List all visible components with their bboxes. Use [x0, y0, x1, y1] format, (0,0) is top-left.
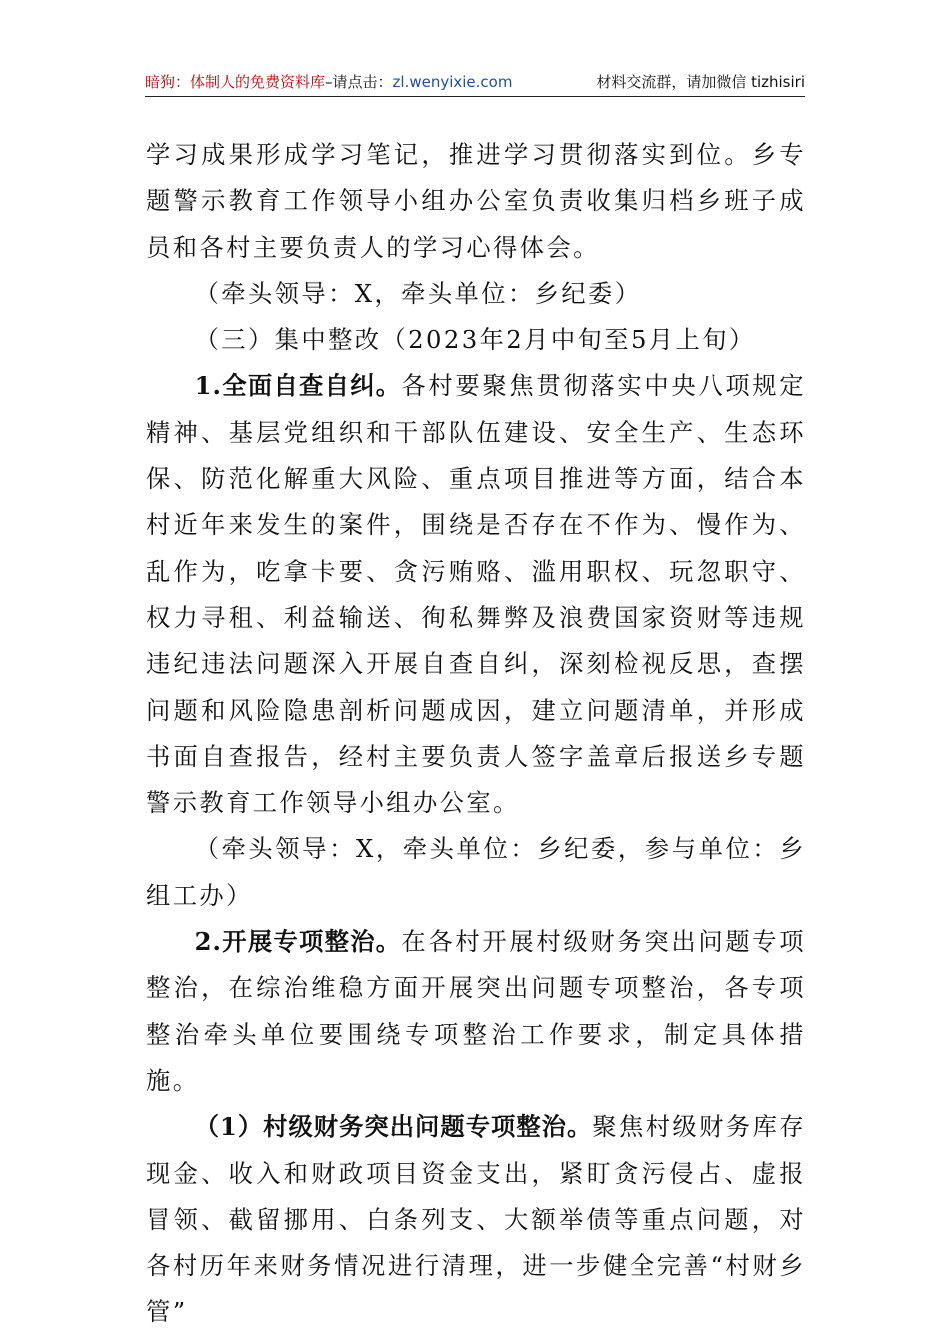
item-title-special-rectification: 2.开展专项整治。 [194, 927, 402, 957]
header-url-link[interactable]: zl.wenyixie.com [392, 73, 513, 91]
page-header [145, 68, 805, 97]
item-body-village-finance: 聚焦村级财务库存现金、收入和财政项目资金支出，紧盯贪污侵占、虚报冒领、截留挪用、白条列支、大额举债等重点问题，对各村历年来财务情况进行清理，进一步健全完善“村财乡管” [146, 1112, 806, 1327]
section-heading-rectification: （三）集中整改（2023年2月中旬至5月上旬） [194, 325, 756, 355]
paragraph-lead-note-2: （牵头领导：X，牵头单位：乡纪委，参与单位：乡组工办） [146, 834, 806, 910]
paragraph-village-finance [146, 1104, 806, 1335]
header-brand[interactable]: 暗狗：体制人的免费资料库 [145, 73, 326, 91]
paragraph-special-rectification [146, 919, 806, 1104]
item-title-village-finance: （1）村级财务突出问题专项整治。 [194, 1112, 593, 1142]
item-body-self-inspection: 各村要聚焦贯彻落实中央八项规定精神、基层党组织和干部队伍建设、安全生产、生态环保、防范化解重大风险、重点项目推进等方面，结合本村近年来发生的案件，围绕是否存在不作为、慢作为、乱作为，吃拿卡要、贪污贿赂、滥用职权、玩忽职守、权力寻租、利益输送、徇私舞弊及浪费国家资财等违规违纪违法问题深入开展自查自纠，深刻检视反思，查摆问题和风险隐患剖析问题成因，建立问题清单，并形成书面自查报告，经村主要负责人签字盖章后报送乡专题警示教育工作领导小组办公室。 [146, 371, 806, 818]
header-prompt: –请点击： [325, 73, 393, 91]
document-body [146, 132, 806, 1336]
header-contact: 材料交流群，请加微信 tizhisiri [596, 73, 805, 91]
paragraph-lead-note-1: （牵头领导：X，牵头单位：乡纪委） [194, 278, 642, 308]
paragraph-self-inspection [146, 363, 806, 826]
item-title-self-inspection: 1.全面自查自纠。 [194, 371, 402, 401]
item-body-special-rectification: 在各村开展村级财务突出问题专项整治，在综治维稳方面开展突出问题专项整治，各专项整治牵头单位要围绕专项整治工作要求，制定具体措施。 [146, 927, 806, 1095]
paragraph-learning-results: 学习成果形成学习笔记，推进学习贯彻落实到位。乡专题警示教育工作领导小组办公室负责收集归档乡班子成员和各村主要负责人的学习心得体会。 [146, 140, 806, 262]
